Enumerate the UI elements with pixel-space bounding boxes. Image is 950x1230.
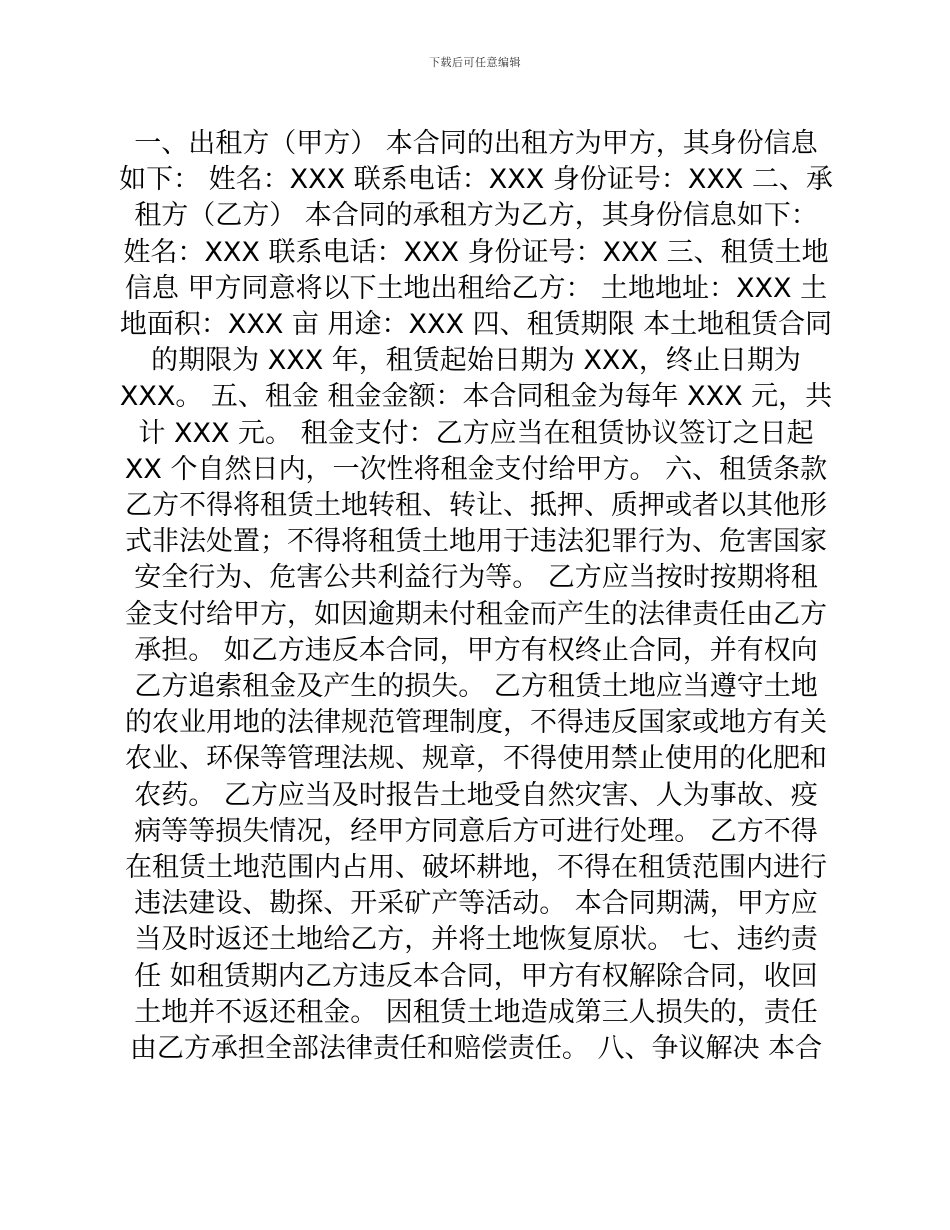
text-line: 计 XXX 元。 租金支付：乙方应当在租赁协议签订之日起 bbox=[138, 417, 814, 449]
text-line: 的期限为 XXX 年，租赁起始日期为 XXX，终止日期为 bbox=[151, 345, 801, 377]
text-line: 金支付给甲方，如因逾期未付租金而产生的法律责任由乙方 bbox=[125, 598, 827, 630]
text-line: 土地并不返还租金。 因租赁土地造成第三人损失的，责任 bbox=[134, 996, 818, 1028]
text-line: 一、出租方（甲方） 本合同的出租方为甲方，其身份信息 bbox=[134, 128, 818, 159]
text-line: 乙方不得将租赁土地转租、转让、抵押、质押或者以其他形 bbox=[125, 490, 827, 522]
text-line: 由乙方承担全部法律责任和赔偿责任。 八、争议解决 本合 bbox=[129, 1033, 823, 1065]
text-line: 在租赁土地范围内占用、破坏耕地，不得在租赁范围内进行 bbox=[125, 852, 827, 884]
text-line: 安全行为、危害公共利益行为等。 乙方应当按时按期将租 bbox=[134, 562, 818, 594]
text-line: 当及时返还土地给乙方，并将土地恢复原状。 七、违约责 bbox=[134, 924, 818, 956]
text-line: 病等等损失情况，经甲方同意后方可进行处理。 乙方不得 bbox=[134, 815, 818, 847]
text-line: 的农业用地的法律规范管理制度，不得违反国家或地方有关 bbox=[125, 707, 827, 739]
text-line: 违法建设、勘探、开采矿产等活动。 本合同期满，甲方应 bbox=[134, 888, 818, 920]
header-note: 下载后可任意编辑 bbox=[429, 56, 521, 69]
text-line: 式非法处置；不得将租赁土地用于违法犯罪行为、危害国家 bbox=[125, 526, 827, 558]
text-line: 农药。 乙方应当及时报告土地受自然灾害、人为事故、疫 bbox=[134, 779, 818, 811]
text-line: 承担。 如乙方违反本合同，甲方有权终止合同，并有权向 bbox=[134, 634, 818, 666]
contract-body bbox=[110, 126, 842, 1067]
text-line: XXX。 五、租金 租金金额：本合同租金为每年 XXX 元，共 bbox=[119, 381, 833, 413]
text-line: 任 如租赁期内乙方违反本合同，甲方有权解除合同，收回 bbox=[134, 960, 818, 992]
text-line: 姓名：XXX 联系电话：XXX 身份证号：XXX 三、租赁土地 bbox=[123, 236, 829, 268]
text-line: 如下： 姓名：XXX 联系电话：XXX 身份证号：XXX 二、承 bbox=[119, 164, 833, 196]
text-line: XX 个自然日内，一次性将租金支付给甲方。 六、租赁条款 bbox=[124, 453, 828, 485]
text-line: 地面积：XXX 亩 用途：XXX 四、租赁期限 本土地租赁合同 bbox=[119, 309, 833, 341]
text-line: 农业、环保等管理法规、规章，不得使用禁止使用的化肥和 bbox=[125, 743, 827, 775]
text-line: 租方（乙方） 本合同的承租方为乙方，其身份信息如下： bbox=[134, 200, 818, 232]
text-line: 乙方追索租金及产生的损失。 乙方租赁土地应当遵守土地 bbox=[134, 671, 818, 703]
text-line: 信息 甲方同意将以下土地出租给乙方： 土地地址：XXX 土 bbox=[124, 272, 828, 304]
